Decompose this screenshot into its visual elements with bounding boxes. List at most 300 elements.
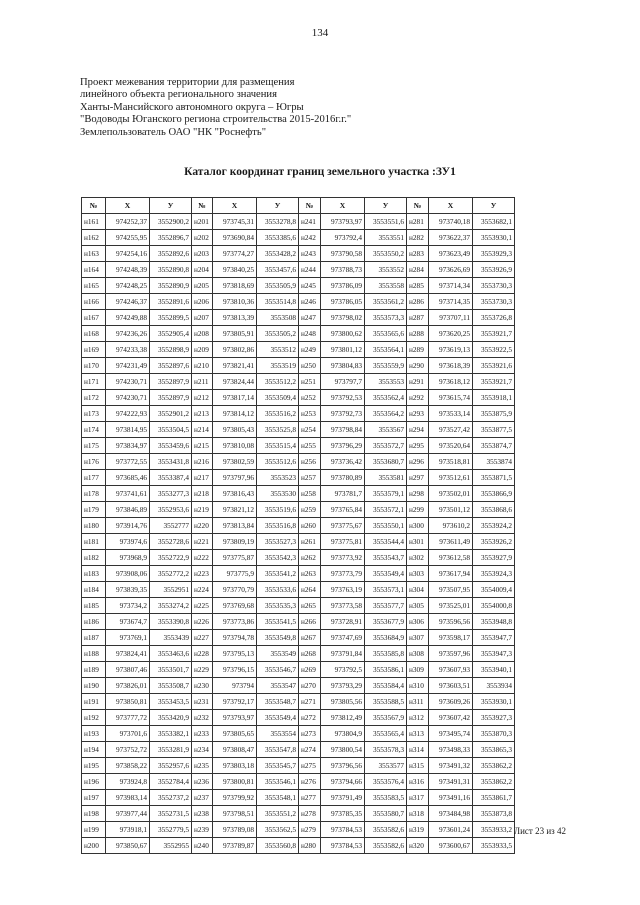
y-coord-cell: 3553924,3 bbox=[473, 566, 515, 582]
y-coord-cell: 3553579,1 bbox=[365, 486, 407, 502]
x-coord-cell: 973596,56 bbox=[429, 614, 473, 630]
y-coord-cell: 3553428,2 bbox=[257, 246, 299, 262]
x-coord-cell: 973714,34 bbox=[429, 278, 473, 294]
y-coord-cell: 3553871,5 bbox=[473, 470, 515, 486]
point-id-cell: н296 bbox=[407, 454, 429, 470]
x-coord-cell: 973796,15 bbox=[213, 662, 257, 678]
y-coord-cell: 3553588,5 bbox=[365, 694, 407, 710]
table-row bbox=[82, 630, 515, 646]
table-row bbox=[82, 614, 515, 630]
point-id-cell: н223 bbox=[192, 566, 213, 582]
y-coord-cell: 3553554 bbox=[257, 726, 299, 742]
y-coord-cell: 3553947,7 bbox=[473, 630, 515, 646]
y-coord-cell: 3553278,8 bbox=[257, 214, 299, 230]
y-coord-cell: 3553584,4 bbox=[365, 678, 407, 694]
point-id-cell: н301 bbox=[407, 534, 429, 550]
x-coord-cell: 973840,25 bbox=[213, 262, 257, 278]
y-coord-cell: 3553578,3 bbox=[365, 742, 407, 758]
x-coord-cell: 973858,22 bbox=[106, 758, 150, 774]
y-coord-cell: 3553921,7 bbox=[473, 326, 515, 342]
table-row bbox=[82, 358, 515, 374]
point-id-cell: н260 bbox=[299, 518, 321, 534]
x-coord-cell: 973793,97 bbox=[213, 710, 257, 726]
y-coord-cell: 3553549,8 bbox=[257, 630, 299, 646]
y-coord-cell: 3553277,3 bbox=[150, 486, 192, 502]
point-id-cell: н229 bbox=[192, 662, 213, 678]
y-coord-cell: 3553551,2 bbox=[257, 806, 299, 822]
y-coord-cell: 3553515,4 bbox=[257, 438, 299, 454]
point-id-cell: н320 bbox=[407, 838, 429, 854]
y-coord-cell: 3553463,6 bbox=[150, 646, 192, 662]
y-coord-cell: 3553512,6 bbox=[257, 454, 299, 470]
y-coord-cell: 3553874 bbox=[473, 454, 515, 470]
table-header-row bbox=[82, 198, 515, 214]
point-id-cell: н303 bbox=[407, 566, 429, 582]
point-id-cell: н290 bbox=[407, 358, 429, 374]
table-row bbox=[82, 486, 515, 502]
x-coord-cell: 973741,61 bbox=[106, 486, 150, 502]
point-id-cell: н310 bbox=[407, 678, 429, 694]
table-row bbox=[82, 502, 515, 518]
x-coord-cell: 973798,02 bbox=[321, 310, 365, 326]
y-coord-cell: 3553918,1 bbox=[473, 390, 515, 406]
y-coord-cell: 3553431,8 bbox=[150, 454, 192, 470]
table-row bbox=[82, 470, 515, 486]
point-id-cell: н226 bbox=[192, 614, 213, 630]
y-coord-cell: 3552890,8 bbox=[150, 262, 192, 278]
point-id-cell: н298 bbox=[407, 486, 429, 502]
point-id-cell: н293 bbox=[407, 406, 429, 422]
catalog-title: Каталог координат границ земельного участка :ЗУ1 bbox=[184, 166, 456, 178]
point-id-cell: н178 bbox=[82, 486, 106, 502]
point-id-cell: н254 bbox=[299, 422, 321, 438]
point-id-cell: н249 bbox=[299, 342, 321, 358]
y-coord-cell: 3553565,4 bbox=[365, 726, 407, 742]
x-coord-cell: 973813,84 bbox=[213, 518, 257, 534]
y-coord-cell: 3553281,9 bbox=[150, 742, 192, 758]
table-row bbox=[82, 742, 515, 758]
y-coord-cell: 3553387,4 bbox=[150, 470, 192, 486]
y-coord-cell: 3553527,3 bbox=[257, 534, 299, 550]
x-coord-cell: 973795,13 bbox=[213, 646, 257, 662]
point-id-cell: н175 bbox=[82, 438, 106, 454]
y-coord-cell: 3553548,7 bbox=[257, 694, 299, 710]
point-id-cell: н173 bbox=[82, 406, 106, 422]
point-id-cell: н180 bbox=[82, 518, 106, 534]
point-id-cell: н190 bbox=[82, 678, 106, 694]
y-coord-cell: 3553562,5 bbox=[257, 822, 299, 838]
point-id-cell: н188 bbox=[82, 646, 106, 662]
y-coord-cell: 3552731,5 bbox=[150, 806, 192, 822]
x-coord-cell: 974233,38 bbox=[106, 342, 150, 358]
y-coord-cell: 3553680,7 bbox=[365, 454, 407, 470]
y-coord-cell: 3552957,6 bbox=[150, 758, 192, 774]
point-id-cell: н295 bbox=[407, 438, 429, 454]
y-coord-cell: 3553550,2 bbox=[365, 246, 407, 262]
table-row bbox=[82, 758, 515, 774]
y-coord-cell: 3553730,3 bbox=[473, 278, 515, 294]
y-coord-cell: 3553548,1 bbox=[257, 790, 299, 806]
point-id-cell: н304 bbox=[407, 582, 429, 598]
point-id-cell: н275 bbox=[299, 758, 321, 774]
y-coord-cell: 3553927,9 bbox=[473, 550, 515, 566]
y-coord-cell: 3553564,1 bbox=[365, 342, 407, 358]
x-coord-cell: 973789,08 bbox=[213, 822, 257, 838]
y-coord-cell: 3552900,2 bbox=[150, 214, 192, 230]
y-coord-cell: 3552896,7 bbox=[150, 230, 192, 246]
point-id-cell: н285 bbox=[407, 278, 429, 294]
table-row bbox=[82, 518, 515, 534]
point-id-cell: н242 bbox=[299, 230, 321, 246]
y-coord-cell: 3553516,8 bbox=[257, 518, 299, 534]
x-coord-cell: 973491,16 bbox=[429, 790, 473, 806]
y-coord-cell: 3553582,6 bbox=[365, 822, 407, 838]
table-row bbox=[82, 790, 515, 806]
x-coord-cell: 973908,06 bbox=[106, 566, 150, 582]
y-coord-cell: 3553519 bbox=[257, 358, 299, 374]
table-row bbox=[82, 710, 515, 726]
y-coord-cell: 3552784,4 bbox=[150, 774, 192, 790]
point-id-cell: н247 bbox=[299, 310, 321, 326]
point-id-cell: н272 bbox=[299, 710, 321, 726]
point-id-cell: н289 bbox=[407, 342, 429, 358]
y-coord-cell: 3553542,3 bbox=[257, 550, 299, 566]
point-id-cell: н280 bbox=[299, 838, 321, 854]
point-id-cell: н186 bbox=[82, 614, 106, 630]
y-coord-cell: 3553927,3 bbox=[473, 710, 515, 726]
header-cell: X bbox=[321, 198, 365, 214]
y-coord-cell: 3553420,9 bbox=[150, 710, 192, 726]
point-id-cell: н172 bbox=[82, 390, 106, 406]
point-id-cell: н183 bbox=[82, 566, 106, 582]
y-coord-cell: 3553564,2 bbox=[365, 406, 407, 422]
x-coord-cell: 973773,58 bbox=[321, 598, 365, 614]
y-coord-cell: 3553453,5 bbox=[150, 694, 192, 710]
table-row bbox=[82, 838, 515, 854]
y-coord-cell: 3554009,4 bbox=[473, 582, 515, 598]
point-id-cell: н228 bbox=[192, 646, 213, 662]
x-coord-cell: 973784,53 bbox=[321, 822, 365, 838]
x-coord-cell: 973977,44 bbox=[106, 806, 150, 822]
x-coord-cell: 973813,39 bbox=[213, 310, 257, 326]
x-coord-cell: 974252,37 bbox=[106, 214, 150, 230]
point-id-cell: н317 bbox=[407, 790, 429, 806]
x-coord-cell: 973520,64 bbox=[429, 438, 473, 454]
x-coord-cell: 973792,5 bbox=[321, 662, 365, 678]
x-coord-cell: 973834,97 bbox=[106, 438, 150, 454]
y-coord-cell: 3553870,3 bbox=[473, 726, 515, 742]
y-coord-cell: 3553561,2 bbox=[365, 294, 407, 310]
table-row bbox=[82, 806, 515, 822]
point-id-cell: н294 bbox=[407, 422, 429, 438]
y-coord-cell: 3553861,7 bbox=[473, 790, 515, 806]
table-row bbox=[82, 246, 515, 262]
y-coord-cell: 3553457,6 bbox=[257, 262, 299, 278]
x-coord-cell: 973747,69 bbox=[321, 630, 365, 646]
x-coord-cell: 973603,51 bbox=[429, 678, 473, 694]
y-coord-cell: 3553583,5 bbox=[365, 790, 407, 806]
y-coord-cell: 3552901,2 bbox=[150, 406, 192, 422]
y-coord-cell: 3552891,6 bbox=[150, 294, 192, 310]
y-coord-cell: 3553459,6 bbox=[150, 438, 192, 454]
x-coord-cell: 974249,88 bbox=[106, 310, 150, 326]
point-id-cell: н243 bbox=[299, 246, 321, 262]
header-cell: У bbox=[365, 198, 407, 214]
x-coord-cell: 974230,71 bbox=[106, 390, 150, 406]
point-id-cell: н224 bbox=[192, 582, 213, 598]
x-coord-cell: 973799,92 bbox=[213, 790, 257, 806]
x-coord-cell: 973816,43 bbox=[213, 486, 257, 502]
point-id-cell: н316 bbox=[407, 774, 429, 790]
point-id-cell: н204 bbox=[192, 262, 213, 278]
point-id-cell: н194 bbox=[82, 742, 106, 758]
point-id-cell: н283 bbox=[407, 246, 429, 262]
x-coord-cell: 973533,14 bbox=[429, 406, 473, 422]
x-coord-cell: 973814,12 bbox=[213, 406, 257, 422]
point-id-cell: н203 bbox=[192, 246, 213, 262]
point-id-cell: н231 bbox=[192, 694, 213, 710]
y-coord-cell: 3552772,2 bbox=[150, 566, 192, 582]
y-coord-cell: 3553525,8 bbox=[257, 422, 299, 438]
x-coord-cell: 973770,79 bbox=[213, 582, 257, 598]
x-coord-cell: 973805,65 bbox=[213, 726, 257, 742]
x-coord-cell: 973789,87 bbox=[213, 838, 257, 854]
y-coord-cell: 3552905,4 bbox=[150, 326, 192, 342]
y-coord-cell: 3553933,5 bbox=[473, 838, 515, 854]
y-coord-cell: 3553581 bbox=[365, 470, 407, 486]
table-row bbox=[82, 262, 515, 278]
point-id-cell: н244 bbox=[299, 262, 321, 278]
x-coord-cell: 973623,49 bbox=[429, 246, 473, 262]
x-coord-cell: 973797,7 bbox=[321, 374, 365, 390]
point-id-cell: н314 bbox=[407, 742, 429, 758]
point-id-cell: н225 bbox=[192, 598, 213, 614]
y-coord-cell: 3553547,8 bbox=[257, 742, 299, 758]
point-id-cell: н267 bbox=[299, 630, 321, 646]
point-id-cell: н196 bbox=[82, 774, 106, 790]
x-coord-cell: 973780,89 bbox=[321, 470, 365, 486]
y-coord-cell: 3553585,8 bbox=[365, 646, 407, 662]
x-coord-cell: 973784,53 bbox=[321, 838, 365, 854]
point-id-cell: н259 bbox=[299, 502, 321, 518]
y-coord-cell: 3553874,7 bbox=[473, 438, 515, 454]
coordinates-table bbox=[81, 197, 515, 854]
table-row bbox=[82, 374, 515, 390]
y-coord-cell: 3553553 bbox=[365, 374, 407, 390]
sheet-footer: Лист 23 из 42 bbox=[514, 826, 566, 836]
point-id-cell: н248 bbox=[299, 326, 321, 342]
table-row bbox=[82, 646, 515, 662]
point-id-cell: н308 bbox=[407, 646, 429, 662]
y-coord-cell: 3553549 bbox=[257, 646, 299, 662]
point-id-cell: н170 bbox=[82, 358, 106, 374]
point-id-cell: н219 bbox=[192, 502, 213, 518]
x-coord-cell: 973914,76 bbox=[106, 518, 150, 534]
y-coord-cell: 3553535,3 bbox=[257, 598, 299, 614]
y-coord-cell: 3552892,6 bbox=[150, 246, 192, 262]
y-coord-cell: 3553504,5 bbox=[150, 422, 192, 438]
header-cell: X bbox=[106, 198, 150, 214]
y-coord-cell: 3553726,8 bbox=[473, 310, 515, 326]
x-coord-cell: 973707,11 bbox=[429, 310, 473, 326]
point-id-cell: н163 bbox=[82, 246, 106, 262]
y-coord-cell: 3553567 bbox=[365, 422, 407, 438]
point-id-cell: н309 bbox=[407, 662, 429, 678]
y-coord-cell: 3553948,8 bbox=[473, 614, 515, 630]
point-id-cell: н193 bbox=[82, 726, 106, 742]
point-id-cell: н266 bbox=[299, 614, 321, 630]
y-coord-cell: 3553439 bbox=[150, 630, 192, 646]
x-coord-cell: 973802,86 bbox=[213, 342, 257, 358]
y-coord-cell: 3553924,2 bbox=[473, 518, 515, 534]
x-coord-cell: 974231,49 bbox=[106, 358, 150, 374]
x-coord-cell: 973791,49 bbox=[321, 790, 365, 806]
point-id-cell: н214 bbox=[192, 422, 213, 438]
y-coord-cell: 3553551,6 bbox=[365, 214, 407, 230]
x-coord-cell: 973821,12 bbox=[213, 502, 257, 518]
y-coord-cell: 3553512 bbox=[257, 342, 299, 358]
point-id-cell: н257 bbox=[299, 470, 321, 486]
point-id-cell: н302 bbox=[407, 550, 429, 566]
y-coord-cell: 3553926,2 bbox=[473, 534, 515, 550]
x-coord-cell: 973690,84 bbox=[213, 230, 257, 246]
x-coord-cell: 974255,95 bbox=[106, 230, 150, 246]
point-id-cell: н192 bbox=[82, 710, 106, 726]
x-coord-cell: 973612,58 bbox=[429, 550, 473, 566]
y-coord-cell: 3553921,6 bbox=[473, 358, 515, 374]
table-row bbox=[82, 662, 515, 678]
x-coord-cell: 973790,58 bbox=[321, 246, 365, 262]
point-id-cell: н306 bbox=[407, 614, 429, 630]
point-id-cell: н212 bbox=[192, 390, 213, 406]
x-coord-cell: 973701,6 bbox=[106, 726, 150, 742]
point-id-cell: н207 bbox=[192, 310, 213, 326]
table-row bbox=[82, 310, 515, 326]
point-id-cell: н205 bbox=[192, 278, 213, 294]
x-coord-cell: 973600,67 bbox=[429, 838, 473, 854]
point-id-cell: н215 bbox=[192, 438, 213, 454]
point-id-cell: н240 bbox=[192, 838, 213, 854]
x-coord-cell: 974246,37 bbox=[106, 294, 150, 310]
x-coord-cell: 973617,94 bbox=[429, 566, 473, 582]
point-id-cell: н239 bbox=[192, 822, 213, 838]
point-id-cell: н269 bbox=[299, 662, 321, 678]
x-coord-cell: 973791,84 bbox=[321, 646, 365, 662]
x-coord-cell: 973810,36 bbox=[213, 294, 257, 310]
header-line: линейного объекта регионального значения bbox=[80, 89, 277, 101]
x-coord-cell: 973775,9 bbox=[213, 566, 257, 582]
x-coord-cell: 973839,35 bbox=[106, 582, 150, 598]
header-cell: У bbox=[257, 198, 299, 214]
y-coord-cell: 3553873,8 bbox=[473, 806, 515, 822]
point-id-cell: н236 bbox=[192, 774, 213, 790]
point-id-cell: н191 bbox=[82, 694, 106, 710]
x-coord-cell: 973619,13 bbox=[429, 342, 473, 358]
x-coord-cell: 973769,68 bbox=[213, 598, 257, 614]
x-coord-cell: 973814,95 bbox=[106, 422, 150, 438]
point-id-cell: н311 bbox=[407, 694, 429, 710]
point-id-cell: н255 bbox=[299, 438, 321, 454]
x-coord-cell: 974230,71 bbox=[106, 374, 150, 390]
header-line: Проект межевания территории для размещения bbox=[80, 77, 295, 88]
x-coord-cell: 973607,42 bbox=[429, 710, 473, 726]
x-coord-cell: 973818,69 bbox=[213, 278, 257, 294]
point-id-cell: н218 bbox=[192, 486, 213, 502]
point-id-cell: н217 bbox=[192, 470, 213, 486]
point-id-cell: н220 bbox=[192, 518, 213, 534]
point-id-cell: н162 bbox=[82, 230, 106, 246]
point-id-cell: н279 bbox=[299, 822, 321, 838]
point-id-cell: н256 bbox=[299, 454, 321, 470]
x-coord-cell: 973622,37 bbox=[429, 230, 473, 246]
x-coord-cell: 973812,49 bbox=[321, 710, 365, 726]
x-coord-cell: 973810,08 bbox=[213, 438, 257, 454]
point-id-cell: н184 bbox=[82, 582, 106, 598]
point-id-cell: н273 bbox=[299, 726, 321, 742]
table-row bbox=[82, 278, 515, 294]
x-coord-cell: 973781,7 bbox=[321, 486, 365, 502]
y-coord-cell: 3552897,9 bbox=[150, 374, 192, 390]
header-cell: У bbox=[150, 198, 192, 214]
y-coord-cell: 3552728,6 bbox=[150, 534, 192, 550]
x-coord-cell: 973804,9 bbox=[321, 726, 365, 742]
point-id-cell: н315 bbox=[407, 758, 429, 774]
x-coord-cell: 973803,18 bbox=[213, 758, 257, 774]
point-id-cell: н252 bbox=[299, 390, 321, 406]
y-coord-cell: 3553684,9 bbox=[365, 630, 407, 646]
point-id-cell: н300 bbox=[407, 518, 429, 534]
y-coord-cell: 3553551 bbox=[365, 230, 407, 246]
table-row bbox=[82, 342, 515, 358]
point-id-cell: н164 bbox=[82, 262, 106, 278]
y-coord-cell: 3553929,3 bbox=[473, 246, 515, 262]
point-id-cell: н268 bbox=[299, 646, 321, 662]
x-coord-cell: 973792,53 bbox=[321, 390, 365, 406]
point-id-cell: н270 bbox=[299, 678, 321, 694]
y-coord-cell: 3553516,2 bbox=[257, 406, 299, 422]
y-coord-cell: 3553385,6 bbox=[257, 230, 299, 246]
header-line: Ханты-Мансийского автономного округа – Югры bbox=[80, 101, 304, 113]
y-coord-cell: 3553573,3 bbox=[365, 310, 407, 326]
x-coord-cell: 973502,01 bbox=[429, 486, 473, 502]
y-coord-cell: 3553565,6 bbox=[365, 326, 407, 342]
x-coord-cell: 973808,47 bbox=[213, 742, 257, 758]
y-coord-cell: 3553922,5 bbox=[473, 342, 515, 358]
y-coord-cell: 3553530 bbox=[257, 486, 299, 502]
point-id-cell: н263 bbox=[299, 566, 321, 582]
x-coord-cell: 973846,89 bbox=[106, 502, 150, 518]
point-id-cell: н213 bbox=[192, 406, 213, 422]
y-coord-cell: 3553868,6 bbox=[473, 502, 515, 518]
point-id-cell: н234 bbox=[192, 742, 213, 758]
y-coord-cell: 3553862,2 bbox=[473, 774, 515, 790]
point-id-cell: н258 bbox=[299, 486, 321, 502]
x-coord-cell: 973610,2 bbox=[429, 518, 473, 534]
x-coord-cell: 973786,09 bbox=[321, 278, 365, 294]
point-id-cell: н245 bbox=[299, 278, 321, 294]
page-number: 134 bbox=[311, 27, 329, 39]
x-coord-cell: 973620,25 bbox=[429, 326, 473, 342]
y-coord-cell: 3553862,2 bbox=[473, 758, 515, 774]
x-coord-cell: 973734,2 bbox=[106, 598, 150, 614]
x-coord-cell: 973805,43 bbox=[213, 422, 257, 438]
x-coord-cell: 973773,86 bbox=[213, 614, 257, 630]
point-id-cell: н287 bbox=[407, 310, 429, 326]
point-id-cell: н177 bbox=[82, 470, 106, 486]
y-coord-cell: 3553274,2 bbox=[150, 598, 192, 614]
x-coord-cell: 973745,31 bbox=[213, 214, 257, 230]
point-id-cell: н198 bbox=[82, 806, 106, 822]
